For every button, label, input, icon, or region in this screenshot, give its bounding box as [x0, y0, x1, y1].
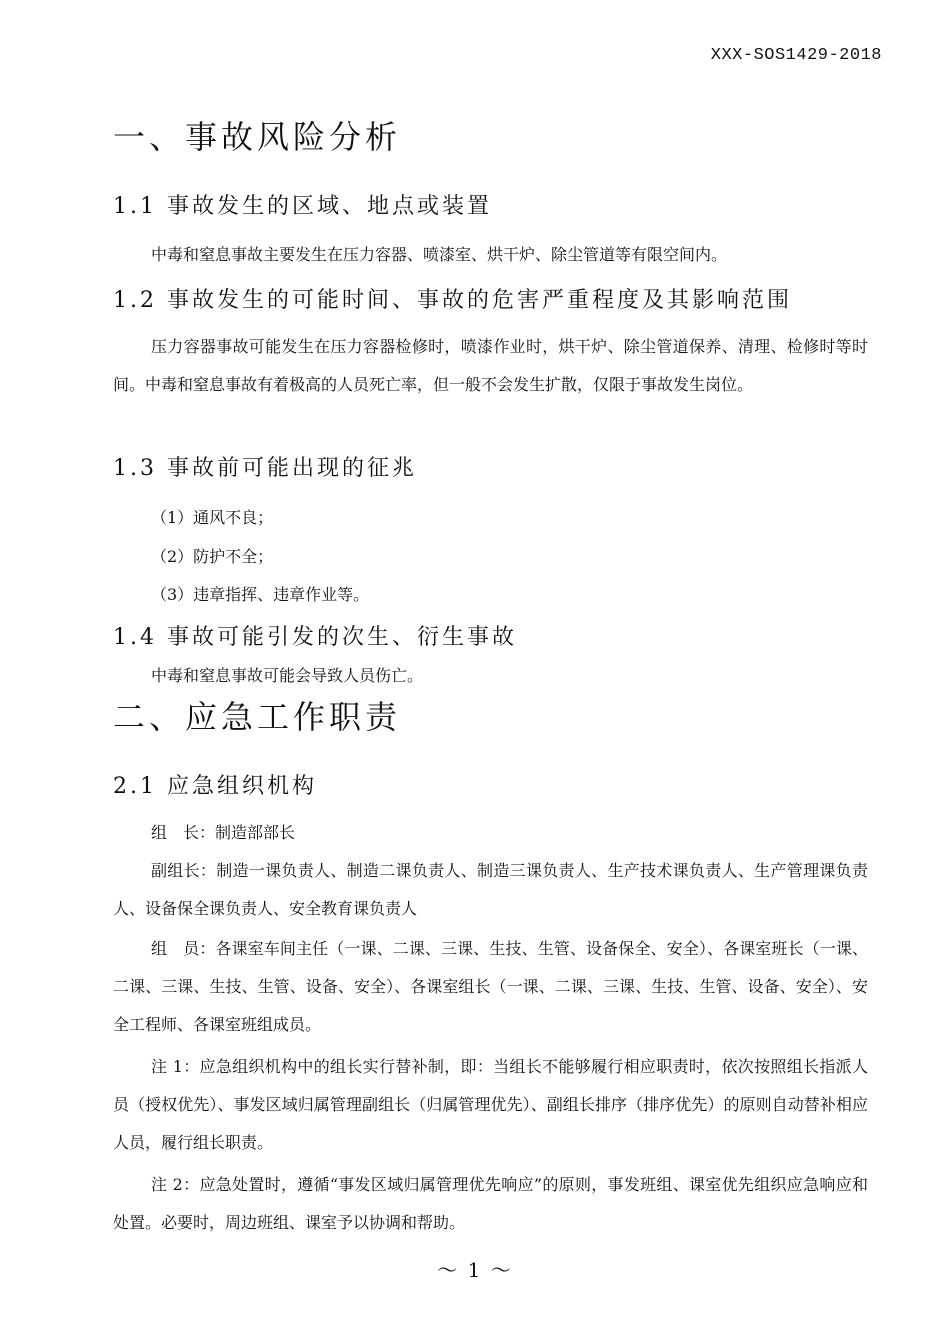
section-1-4-text: 中毒和窒息事故可能会导致人员伤亡。	[151, 666, 424, 685]
deputy-text: 副组长：制造一课负责人、制造二课负责人、制造三课负责人、生产技术课负责人、生产管理课负责人、设备保全课负责人、安全教育课负责人	[113, 861, 868, 918]
section-1-4-heading: 1.4 事故可能引发的次生、衍生事故	[113, 625, 517, 650]
list-item: （3）违章指挥、违章作业等。	[151, 585, 370, 604]
section-1-heading: 一、事故风险分析	[113, 118, 402, 156]
list-item: （1）通风不良；	[151, 508, 274, 527]
section-2-1-heading: 2.1 应急组织机构	[113, 774, 317, 799]
leader-text: 组 长：制造部部长	[151, 823, 296, 842]
page-number: ～ 1 ～	[437, 1258, 513, 1282]
section-2-heading: 二、应急工作职责	[113, 698, 402, 736]
note-1-text: 注 1：应急组织机构中的组长实行替补制，即：当组长不能够履行相应职责时，依次按照组长指派人员（授权优先）、事发区域归属管理副组长（归属管理优先）、副组长排序（排序优先）的原则自动替补相应人员，履行组长职责。	[113, 1057, 868, 1152]
members-text: 组 员：各课室车间主任（一课、二课、三课、生技、生管、设备保全、安全）、各课室班长（一课、二课、三课、生技、生管、设备、安全）、各课室组长（一课、二课、三课、生技、生管、设备、安全）、安全工程师、各课室班组成员。	[113, 939, 868, 1034]
document-id: XXX-SOS1429-2018	[710, 46, 882, 65]
list-item: （2）防护不全；	[151, 547, 274, 566]
note-2-text: 注 2：应急处置时，遵循“事发区域归属管理优先响应”的原则，事发班组、课室优先组织应急响应和处置。必要时，周边班组、课室予以协调和帮助。	[113, 1175, 868, 1232]
section-1-3-heading: 1.3 事故前可能出现的征兆	[113, 456, 417, 481]
section-1-2-heading: 1.2 事故发生的可能时间、事故的危害严重程度及其影响范围	[113, 288, 792, 313]
section-1-1-heading: 1.1 事故发生的区域、地点或装置	[113, 194, 492, 219]
section-1-2-text: 压力容器事故可能发生在压力容器检修时，喷漆作业时，烘干炉、除尘管道保养、清理、检修时等时间。中毒和窒息事故有着极高的人员死亡率，但一般不会发生扩散，仅限于事故发生岗位。	[113, 337, 868, 394]
section-1-1-text: 中毒和窒息事故主要发生在压力容器、喷漆室、烘干炉、除尘管道等有限空间内。	[151, 245, 728, 264]
